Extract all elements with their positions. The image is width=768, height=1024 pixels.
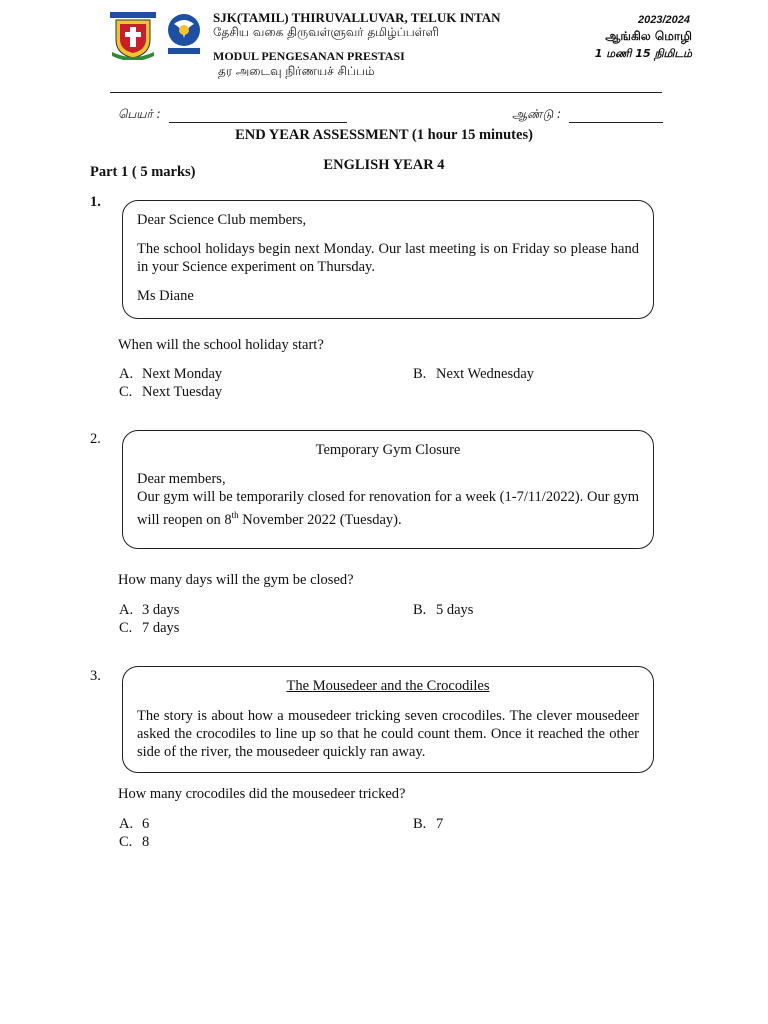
school-name: SJK(TAMIL) THIRUVALLUVAR, TELUK INTAN [213, 10, 501, 25]
question-number: 3. [90, 668, 101, 684]
option-c[interactable]: C. 8 [119, 834, 150, 850]
name-blank-line[interactable] [169, 122, 347, 123]
question-text: When will the school holiday start? [118, 337, 324, 353]
ministry-logo [164, 12, 204, 56]
option-c[interactable]: C. 7 days [119, 620, 180, 636]
school-name-tamil: தேசிய வகை திருவள்ளுவர் தமிழ்ப்பள்ளி [213, 25, 439, 39]
notice-box [122, 666, 654, 773]
story-body: The story is about how a mousedeer tricking seven crocodiles. The clever mousedeer asked the crocodiles to line up so that he could count them. Once it reached the other side of the river, the mousedeer quickly ran away. [137, 708, 639, 760]
option-b[interactable]: B. 7 [413, 816, 444, 832]
notice-signature: Ms Diane [137, 288, 194, 304]
class-field[interactable] [512, 107, 663, 123]
subject-tamil: ஆங்கில மொழி [605, 29, 692, 43]
option-c[interactable]: C. Next Tuesday [119, 384, 223, 400]
class-label: ஆண்டு : [512, 107, 562, 121]
module-title: MODUL PENGESANAN PRESTASI [213, 49, 405, 63]
name-field[interactable] [118, 107, 347, 123]
notice-box [122, 200, 654, 319]
assessment-title: END YEAR ASSESSMENT (1 hour 15 minutes) [235, 127, 533, 143]
school-crest-logo [110, 12, 156, 60]
assessment-subtitle: ENGLISH YEAR 4 [323, 157, 445, 173]
duration-tamil: 1 மணி 15 நிமிடம் [594, 47, 692, 60]
academic-year: 2023/2024 [638, 14, 690, 26]
notice-body: The school holidays begin next Monday. Our last meeting is on Friday so please hand in your Science experiment on Thursday. [137, 241, 639, 275]
class-blank-line[interactable] [569, 122, 663, 123]
part-heading: Part 1 ( 5 marks) [90, 164, 196, 180]
question-number: 2. [90, 431, 101, 447]
option-b[interactable]: B. 5 days [413, 602, 474, 618]
notice-greeting: Dear members, [137, 471, 226, 487]
name-label: பெயர் : [118, 107, 161, 121]
module-title-tamil: தர அடைவு நிர்ணயச் சிப்பம் [218, 64, 375, 78]
option-a[interactable]: A. Next Monday [119, 366, 223, 382]
option-a[interactable]: A. 6 [119, 816, 150, 832]
header-divider [110, 92, 662, 93]
notice-greeting: Dear Science Club members, [137, 212, 307, 228]
notice-body: Our gym will be temporarily closed for renovation for a week (1-7/11/2022). Our gym will reopen on 8th November 2022 (Tuesday). [137, 489, 639, 528]
story-title: The Mousedeer and the Crocodiles [286, 678, 490, 694]
option-a[interactable]: A. 3 days [119, 602, 180, 618]
option-b[interactable]: B. Next Wednesday [413, 366, 535, 382]
notice-title: Temporary Gym Closure [315, 442, 461, 458]
question-number: 1. [90, 194, 101, 210]
notice-box [122, 430, 654, 549]
question-text: How many crocodiles did the mousedeer tricked? [118, 786, 406, 802]
question-text: How many days will the gym be closed? [118, 572, 354, 588]
